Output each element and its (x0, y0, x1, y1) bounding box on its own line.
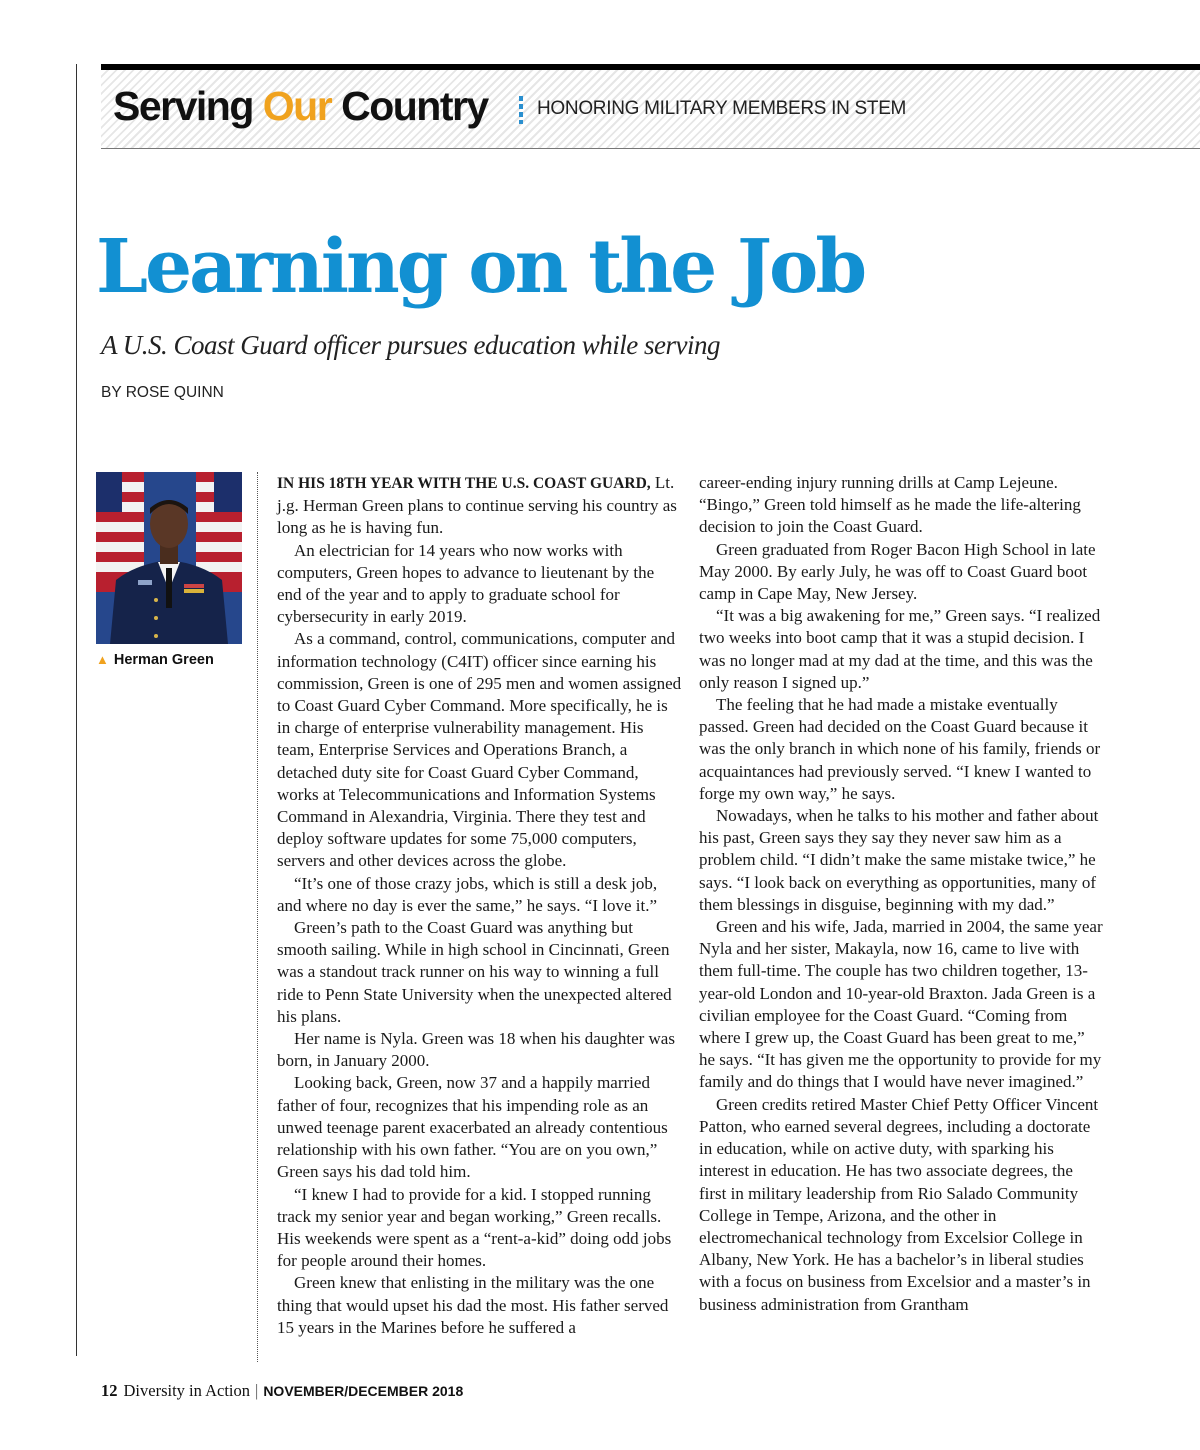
section-title-part1: Serving (113, 83, 263, 129)
page-edge-rule (76, 64, 77, 1356)
paragraph: Nowadays, when he talks to his mother and father about his past, Green says they say they never saw him as a problem child. “I didn’t make the same mistake twice,” he says. “I look back on everything as opportunities, many of them blessings in disguise, beginning with my dad.” (699, 806, 1099, 914)
portrait-photo (96, 472, 242, 644)
paragraph-text: Lt. j.g. Herman Green plans to continue serving his country as long as he is having fun. (277, 473, 677, 538)
caption-triangle-icon: ▲ (96, 652, 109, 667)
portrait-illustration (96, 472, 242, 644)
paragraph: Her name is Nyla. Green was 18 when his daughter was born, in January 2000. (277, 1029, 675, 1071)
paragraph: Looking back, Green, now 37 and a happily married father of four, recognizes that his impending role as an unwed teenage parent exacerbated an already contentious relationship with his own father. “You are on you own,” Green says his dad told him. (277, 1073, 668, 1182)
photo-caption (96, 652, 214, 668)
photo-caption-text: Herman Green (113, 652, 214, 668)
paragraph: Green knew that enlisting in the military was the one thing that would upset his dad the most. His father served 15 years in the Marines before he suffered a (277, 1273, 669, 1337)
section-title-accent: Our (262, 83, 332, 129)
article-byline: BY ROSE QUINN (101, 384, 224, 401)
paragraph: “It’s one of those crazy jobs, which is still a desk job, and where no day is ever the same,” he says. “I love it.” (277, 873, 658, 915)
paragraph: Green’s path to the Coast Guard was anything but smooth sailing. While in high school in Cincinnati, Green was a standout track runner on his way to winning a full ride to Penn State University when the unexpected altered his plans. (277, 918, 672, 1026)
banner-separator (519, 96, 523, 124)
paragraph: The feeling that he had made a mistake eventually passed. Green had decided on the Coast Guard because it was the only branch in which none of his family, friends or acquaintances had previously served. “I knew I wanted to forge my own way,” he says. (699, 695, 1101, 803)
paragraph: Green and his wife, Jada, married in 2004, the same year Nyla and her sister, Makayla, now 16, came to live with them full-time. The couple has two children together, 13-year-old London and 10-year-old Braxton. Jada Green is a civilian employee for the Coast Guard. “Coming from where I grew up, the Coast Guard has been great to me,” he says. “It has given me the opportunity to provide for my family and do things that I would have never imagined.” (699, 917, 1103, 1092)
paragraph: An electrician for 14 years who now works with computers, Green hopes to advance to lieutenant by the end of the year and to apply to graduate school for cybersecurity in early 2019. (277, 540, 655, 627)
page-number: 12 (101, 1381, 118, 1400)
issue-date: NOVEMBER/DECEMBER 2018 (263, 1383, 464, 1399)
article-column-1 (277, 472, 682, 1339)
article-column-2 (699, 472, 1104, 1316)
column-divider (257, 472, 258, 1362)
paragraph: Green credits retired Master Chief Petty Officer Vincent Patton, who earned several degrees, including a doctorate in education, while on active duty, with sparking his interest in education. He has two associate degrees, the first in military leadership from Rio Salado Community College in Tempe, Arizona, and the other in electromechanical technology from Excelsior College in Albany, New York. He has a bachelor’s in liberal studies with a focus on business from Excelsior and a master’s in business administration from Grantham (699, 1094, 1099, 1314)
article-deck: A U.S. Coast Guard officer pursues education while serving (101, 330, 720, 360)
paragraph (277, 472, 682, 540)
section-title-part2: Country (331, 83, 488, 129)
paragraph: “I knew I had to provide for a kid. I stopped running track my senior year and began working,” Green recalls. His weekends were spent as a “rent-a-kid” doing odd jobs for people around their homes. (277, 1184, 672, 1271)
paragraph: career-ending injury running drills at Camp Lejeune. “Bingo,” Green told himself as he made the life-altering decision to join the Coast Guard. (699, 473, 1081, 537)
paragraph: As a command, control, communications, computer and information technology (C4IT) officer since earning his commission, Green is one of 295 men and women assigned to Coast Guard Cyber Command. More specifically, he is in charge of enterprise vulnerability management. His team, Enterprise Services and Operations Branch, a detached duty site for Coast Guard Cyber Command, works at Telecommunications and Information Systems Command in Alexandria, Virginia. There they test and deploy software updates for some 75,000 computers, servers and other devices across the globe. (277, 629, 682, 871)
magazine-name: Diversity in Action (123, 1381, 250, 1400)
paragraph: Green graduated from Roger Bacon High School in late May 2000. By early July, he was off to Coast Guard boot camp in Cape May, New Jersey. (699, 539, 1096, 604)
page-footer (101, 1381, 463, 1401)
article-headline: Learning on the Job (96, 224, 865, 310)
section-title (113, 82, 488, 130)
lead-in: IN HIS 18TH YEAR WITH THE U.S. COAST GUARD, (277, 475, 651, 492)
section-banner (101, 70, 1200, 149)
footer-separator: | (255, 1381, 259, 1400)
section-subtitle: HONORING MILITARY MEMBERS IN STEM (537, 98, 907, 119)
paragraph: “It was a big awakening for me,” Green says. “I realized two weeks into boot camp that it was a stupid decision. I was no longer mad at my dad at the time, and this was the only reason I signed up.” (699, 606, 1101, 692)
